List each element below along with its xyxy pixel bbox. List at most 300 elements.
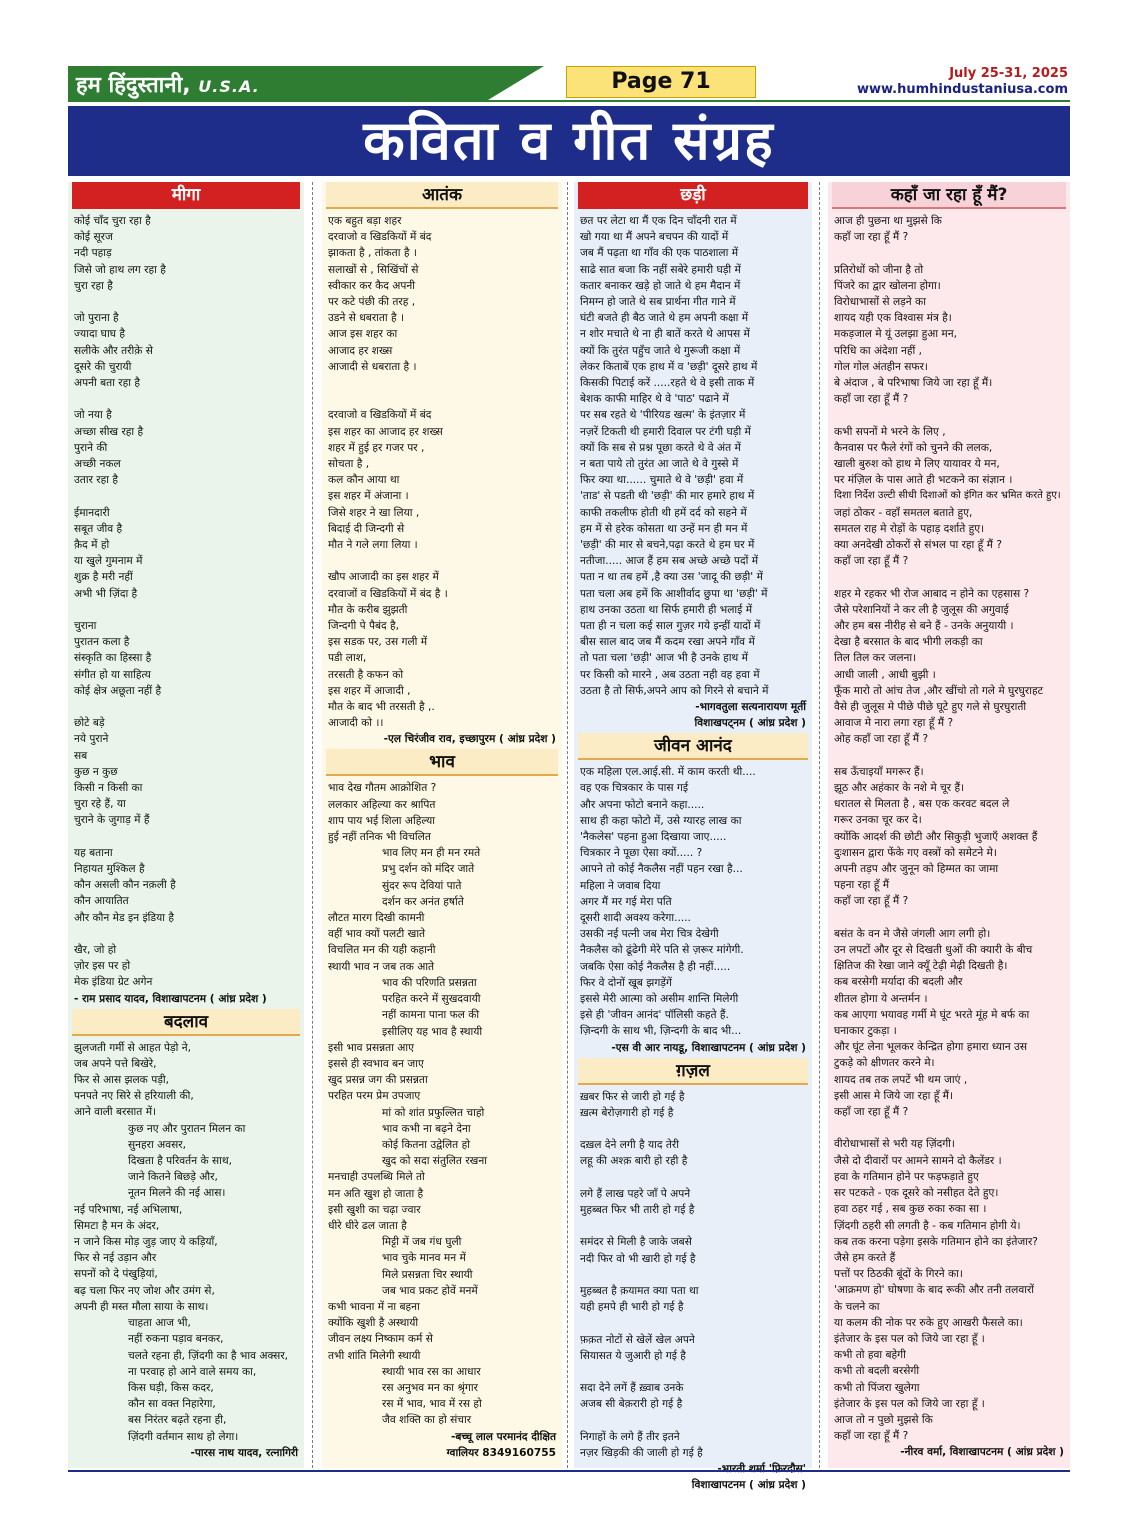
poem-line bbox=[74, 294, 298, 310]
poem-line: झुलजती गर्मी से आहत पेड़ो ने, bbox=[74, 1041, 192, 1054]
poem-line: अपनी तड़प और जुनून को हिम्मत का जामा bbox=[834, 863, 999, 876]
poem-line: उडने से धबराता है । bbox=[328, 312, 405, 325]
poem-line: घंटी बजते ही बैठ जाते थे हम अपनी कक्षा में bbox=[580, 312, 749, 325]
poem-line bbox=[74, 699, 298, 715]
poem-line bbox=[834, 407, 1064, 423]
poem-line: सलाखों से , सिखिंचों से bbox=[328, 263, 419, 276]
poem-line bbox=[834, 569, 1064, 585]
poem-line: छोटे बड़े bbox=[74, 717, 105, 730]
poem-line: कोई चाँद चुरा रहा है bbox=[74, 215, 151, 227]
poem-line: यह बताना bbox=[74, 846, 113, 859]
poem-credit: -पारस नाथ यादव, रत्नागिरी bbox=[190, 1446, 298, 1459]
poem-line: नज़र खिड़की की जाली हो गई है bbox=[580, 1446, 703, 1459]
poem-ghazal bbox=[574, 1058, 812, 1494]
poem-line: परहित परम प्रेम उपजाए bbox=[328, 1090, 421, 1103]
column-4 bbox=[828, 182, 1070, 1468]
poem-line: जाने कितने बिछड़े और, bbox=[128, 1171, 218, 1184]
poem-line: प्रभु दर्शन को मंदिर जाते bbox=[382, 863, 475, 876]
poem-line: इसी खुशी का चढ़ा ज्वार bbox=[328, 1203, 421, 1216]
poem-line: पता चला अब हमें कि आशीर्वाद छुपा था 'छड़ी' में bbox=[580, 587, 768, 600]
poem-line: विचलित मन की यही कहानी bbox=[328, 944, 436, 957]
poem-line: कब आएगा भयावह गर्मी मे घूंट भरते मूंह मे बर्फ का bbox=[834, 1008, 1030, 1021]
poem-line bbox=[580, 1218, 806, 1234]
poem-line: ख़बर फिर से जारी हो गई है bbox=[580, 1090, 685, 1103]
poem-line: बीस साल बाद जब मैं कदम रखा अपने गाँव में bbox=[580, 636, 755, 649]
poem-line: क्षितिज की रेखा जाने क्यूँ टेढ़ी मेढ़ी दिखती है। bbox=[834, 960, 1008, 973]
poem-line bbox=[580, 1267, 806, 1283]
poem-title: आतंक bbox=[326, 182, 558, 209]
poem-line: मौत के बाद भी तरसती है ,. bbox=[328, 701, 435, 714]
poem-line: एक बहुत बड़ा शहर bbox=[328, 215, 402, 227]
poem-line: हवा ठहर गई , सब कुछ रुका रुका सा । bbox=[834, 1203, 987, 1216]
poem-line: दूसरी शादी अवश्य करेगा..... bbox=[580, 911, 691, 924]
poem-credit-location: विशाखपट्नम ( आंध्र प्रदेश ) bbox=[694, 717, 806, 730]
poem-line: किस घड़ी, किस कदर, bbox=[128, 1381, 214, 1394]
poem-line: रस अनुभव मन का श्रृंगार bbox=[382, 1381, 478, 1394]
poem-line: जिसे जो हाथ लग रहा है bbox=[74, 263, 166, 276]
poem-line: घनाकार टुकड़ा । bbox=[834, 1025, 897, 1038]
poem-line: स्वीकार कर कैद अपनी bbox=[328, 279, 416, 292]
poem-line: आने वाली बरसात में। bbox=[74, 1106, 157, 1119]
poem-title: मीगा bbox=[72, 182, 300, 209]
poem-line: गोल गोल अंतहीन सफर। bbox=[834, 360, 928, 373]
poem-credit: -एल चिरंजीव राव, इच्छापुरम ( आंध्र प्रदेश ) bbox=[383, 733, 556, 746]
poem-line: मेक इंडिया ग्रेट अगेन bbox=[74, 976, 153, 989]
poem-line bbox=[328, 553, 556, 569]
poem-line: प्रतिरोधों को जीना है तो bbox=[834, 263, 924, 276]
poem-line: फिर क्या था...... चुमाते थे वे 'छड़ी' हवा में bbox=[580, 474, 744, 487]
poem-line: 'छड़ी' की मार से बचने,पढ़ा करते थे हम घर में bbox=[580, 539, 755, 552]
poem-line: इस शहर में अंजाना । bbox=[328, 490, 409, 503]
poem-line: कुछ नए और पुरातन मिलन का bbox=[128, 1122, 246, 1135]
poem-line: न शोर मचाते थे ना ही बातें करते थे आपस में bbox=[580, 328, 750, 341]
poem-line: जहां ठोकर - वहाँ समतल बताते हुए, bbox=[834, 506, 973, 519]
poem-line: 'आक्रमण हो' घोषणा के बाद रूकी और तनी तलवारों bbox=[834, 1284, 1035, 1297]
poem-line: कोई सूरज bbox=[74, 231, 113, 244]
issue-date: July 25-31, 2025 bbox=[949, 66, 1068, 81]
poem-body bbox=[326, 209, 558, 731]
poem-line: फूँक मारो तो आंच तेज ,और खींचो तो गले मे घुरघुराहट bbox=[834, 684, 1043, 697]
poem-line: नहीं कामना पाना फल की bbox=[382, 1009, 480, 1022]
poem-line: सोचता है , bbox=[328, 458, 370, 471]
poem-line: कैनवास पर फैले रंगों को चुनने की ललक, bbox=[834, 441, 993, 454]
poem-line: कुछ न कुछ bbox=[74, 765, 118, 778]
poem-line: आपने तो कोई नैकलैस नहीं पहन रखा है... bbox=[580, 863, 743, 876]
poem-line: कौन आयातित bbox=[74, 895, 129, 908]
poem-line: वैसे ही जुलूस मे पीछे पीछे घूटे हुए गले से घुरघुराती bbox=[834, 701, 1027, 714]
poem-line: जिन्दगी पे पैबंद है, bbox=[328, 620, 400, 633]
poem-line: काफी तकलीफ होती थी हमें दर्द को सहने में bbox=[580, 506, 747, 519]
poem-line: आधी जाली , आधी बुझी । bbox=[834, 668, 936, 681]
poem-line: दिखता है परिवर्तन के साथ, bbox=[128, 1155, 232, 1168]
poem-line: और हम बस नीरीह से बने हैं - उनके अनुयायी । bbox=[834, 620, 1014, 633]
column-divider bbox=[819, 182, 821, 1468]
poem-credit-location: ग्वालियर 8349160755 bbox=[446, 1446, 556, 1459]
poem-title: ग़ज़ल bbox=[578, 1058, 808, 1085]
poem-line: परिधि का अंदेशा नहीं , bbox=[834, 344, 922, 357]
poem-line: पत्तों पर ठिठकी बूंदों के गिरने का। bbox=[834, 1268, 963, 1281]
poem-line bbox=[74, 391, 298, 407]
poem-line: पता न था तब हमें ,है क्या उस 'जादू की छड़ी' में bbox=[580, 571, 763, 584]
poem-line: कहाँ जा रहा हूँ मैं ? bbox=[834, 895, 909, 908]
poem-aatank bbox=[322, 182, 562, 747]
poem-kahan-ja-raha-hoon bbox=[828, 182, 1070, 1460]
poem-line: बेशक काफी माहिर थे वे 'पाठ' पढाने में bbox=[580, 393, 729, 406]
poem-body bbox=[578, 209, 808, 699]
poem-line: अच्छा सीख रहा है bbox=[74, 425, 144, 438]
poem-line: खुद को सदा संतुलित रखना bbox=[382, 1155, 487, 1168]
poem-line: कभी भावना में ना बहना bbox=[328, 1300, 420, 1313]
poem-line: चलते रहना ही, ज़िंदगी का है भाव अक्सर, bbox=[128, 1349, 289, 1362]
poem-line: पुराने की bbox=[74, 441, 108, 454]
poem-line: क्योंकि खुशी है अस्थायी bbox=[328, 1317, 419, 1330]
poem-line: क्यों कि तुरंत पहुँच जाते थे गुरूजी कक्षा में bbox=[580, 344, 741, 357]
poem-line: बिदाई दी जिन्दगी से bbox=[328, 522, 405, 535]
poem-line: जब मैं पढ़ता था गाँव की एक पाठशाला में bbox=[580, 247, 739, 260]
poem-line: खौप आजादी का इस शहर में bbox=[328, 571, 439, 584]
poem-line: नतीजा..... आज हैं हम सब अच्छे अच्छे पदों में bbox=[580, 555, 759, 568]
poem-line: जो पुराना है bbox=[74, 312, 119, 325]
poem-line: बसंत के वन मे जैसे जंगली आग लगी हो। bbox=[834, 927, 991, 940]
poem-line bbox=[580, 1364, 806, 1380]
poem-line: शायद यही एक विश्वास मंत्र है। bbox=[834, 312, 952, 325]
poem-line: हाथ उनका उठता था सिर्फ हमारी ही भलाई में bbox=[580, 603, 753, 616]
poem-line: किसकी पिटाई करें .....रहते थे वे इसी ताक में bbox=[580, 377, 755, 390]
poem-line: लौटत मारग दिखी कामनी bbox=[328, 912, 425, 925]
poem-line: मौत के करीब झुझती bbox=[328, 603, 408, 616]
poem-line: जैव शक्ति का हो संचार bbox=[382, 1414, 472, 1427]
poem-line: दरवाजो व खिडकियों में बंद bbox=[328, 409, 432, 422]
poem-line: आजादी को ।। bbox=[328, 717, 384, 730]
poem-line: ज़िंदगी ठहरी सी लगती है - कब गतिमान होगी ये। bbox=[834, 1219, 1021, 1232]
poem-line: पर मंज़िल के पास आते ही भटकने का संज्ञान । bbox=[834, 474, 1013, 487]
poem-line: ना परवाह हो आने वाले समय का, bbox=[128, 1365, 257, 1378]
poem-line: नूतन मिलने की नई आस। bbox=[128, 1187, 226, 1200]
poem-line: अजब सी बेक़रारी हो गई है bbox=[580, 1398, 683, 1411]
poem-line: इससे मेरी आत्मा को असीम शान्ति मिलेगी bbox=[580, 992, 739, 1005]
footer-rule bbox=[68, 1470, 1070, 1472]
poem-line: गरूर उनका चूर कर दे। bbox=[834, 814, 922, 827]
poem-line: आज ही पुछना था मुझसे कि bbox=[834, 215, 942, 227]
poem-line: आज इस शहर का bbox=[328, 328, 398, 341]
poem-line: दर्शन कर अनंत हर्षाते bbox=[382, 895, 464, 908]
column-3 bbox=[574, 182, 812, 1492]
poem-line: सुंदर रूप देवियां पाते bbox=[382, 879, 462, 892]
poem-line bbox=[328, 375, 556, 391]
poem-line: संगीत हो या साहित्य bbox=[74, 668, 151, 681]
poem-line: जो नया है bbox=[74, 409, 112, 422]
poem-line: आज तो न पुछो मुझसे कि bbox=[834, 1413, 933, 1426]
poem-line: मां को शांत प्रफुल्लित चाहो bbox=[382, 1106, 485, 1119]
poem-line: नदी फिर वो भी खारी हो गई है bbox=[580, 1252, 696, 1265]
poem-line: पर किसी को मारने , अब उठता नही वह हवा में bbox=[580, 668, 760, 681]
poem-line: भाव कभी ना बढ़ने देना bbox=[382, 1122, 471, 1135]
poem-line: जब अपने पत्ते बिखेरे, bbox=[74, 1057, 157, 1070]
header-rule bbox=[68, 100, 1070, 102]
poem-line: कहाँ जा रहा हूँ मैं ? bbox=[834, 1430, 909, 1443]
poem-line: सब ऊँचाइयाँ मगरूर हैं। bbox=[834, 765, 924, 778]
poem-line: भाव चुके मानव मन में bbox=[382, 1252, 466, 1265]
poem-line: झूठ और अहंकार के नशे मे चूर हैं। bbox=[834, 782, 965, 795]
poem-line: इसे ही 'जीवन आनंद' पॉलिसी कहते हैं. bbox=[580, 1009, 729, 1022]
poem-line: अभी भी ज़िंदा है bbox=[74, 587, 138, 600]
poem-line: हवा के गतिमान होने पर फड़फड़ाते हुए bbox=[834, 1170, 979, 1183]
poem-line: आवाज मे नारा लगा रहा हूँ मैं ? bbox=[834, 717, 954, 730]
poem-line: क्यों कि सब से प्रश्न पूछा करते थे वे अंत में bbox=[580, 441, 741, 454]
poem-line bbox=[580, 1315, 806, 1331]
poem-line: चुराना bbox=[74, 620, 97, 633]
poem-body bbox=[72, 209, 300, 991]
poem-line: शहर में हुई हर गजर पर , bbox=[328, 441, 425, 454]
poem-line: वह एक चित्रकार के पास गई bbox=[580, 782, 689, 795]
poem-line: भाव देख गौतम आक्रोशित ? bbox=[328, 782, 437, 795]
poem-line: अपनी ही मस्त मौला साया के साथ। bbox=[74, 1300, 209, 1313]
poem-line: सलीके और तरीक़े से bbox=[74, 344, 153, 357]
poem-line: सर पटकते - एक दूसरे को नसीहत देते हुए। bbox=[834, 1187, 999, 1200]
poem-line: खाली बुरुश को हाथ मे लिए यायावर ये मन, bbox=[834, 458, 1000, 471]
poem-line: कहाँ जा रहा हूँ मैं ? bbox=[834, 1106, 909, 1119]
poem-badlav bbox=[68, 1009, 304, 1461]
poem-line: नये पुराने bbox=[74, 733, 109, 746]
poem-line: दूसरे की चुरायी bbox=[74, 360, 132, 373]
poem-body bbox=[832, 209, 1066, 1444]
poem-line: कभी सपनों मे भरने के लिए , bbox=[834, 425, 946, 438]
poem-line bbox=[74, 488, 298, 504]
poem-line: 'ताड' से पडती थी 'छड़ी' की मार हमारे हाथ में bbox=[580, 490, 755, 503]
poem-line: लेकर किताबें एक हाथ में व 'छड़ी' दूसरे हाथ में bbox=[580, 360, 758, 373]
website-link[interactable]: www.humhindustaniusa.com bbox=[856, 82, 1068, 97]
poem-line: कभी तो पिंजरा खुलेगा bbox=[834, 1381, 920, 1394]
poem-meega bbox=[68, 182, 304, 1007]
poem-line: समतल राह मे रोड़ों के पहाड़ दर्शाते हुए। bbox=[834, 522, 985, 535]
poem-line: पता ही न चला कई साल गुज़र गये इन्हीं यादों में bbox=[580, 620, 761, 633]
poem-line: ख़त्म बेरोज़गारी हो गई है bbox=[580, 1106, 674, 1119]
poem-line: पिंजरे का द्वार खोलना होगा। bbox=[834, 279, 941, 292]
poem-line: उसकी नई पत्नी जब मेरा चित्र देखेगी bbox=[580, 928, 719, 941]
poem-line: मन अति खुश हो जाता है bbox=[328, 1187, 424, 1200]
poem-line: कभी तो बदली बरसेगी bbox=[834, 1365, 920, 1378]
poem-line: साथ ही कहा फोटो में, उसे ग्यारह लाख का bbox=[580, 814, 742, 827]
poem-line bbox=[834, 748, 1064, 764]
poem-line: निगाहों के लगे हैं तीर इतने bbox=[580, 1430, 680, 1443]
poem-line: इससे ही स्वभाव बन जाए bbox=[328, 1057, 424, 1070]
poem-line: नज़रें टिकती थी हमारी दिवाल पर टंगी घड़ी में bbox=[580, 425, 751, 438]
poem-line: कब बरसेगी मर्यादा की बदली और bbox=[834, 976, 963, 989]
poem-line: नई परिभाषा, नई अभिलाषा, bbox=[74, 1203, 183, 1216]
poem-body bbox=[578, 1085, 808, 1462]
poem-line: इस सडक पर, उस गली में bbox=[328, 636, 428, 649]
poem-line: खैर, जो हो bbox=[74, 944, 117, 957]
poem-bhav bbox=[322, 749, 562, 1460]
poem-line: धीरे धीरे ढल जाता है bbox=[328, 1219, 407, 1232]
poem-line: कहाँ जा रहा हूँ मैं ? bbox=[834, 555, 909, 568]
poem-body bbox=[578, 760, 808, 1039]
poem-line: हम में से हरेक कोसता था उन्हें मन ही मन में bbox=[580, 522, 748, 535]
poem-line: निमग्न हो जाते थे सब प्रार्थना गीत गाने में bbox=[580, 296, 736, 309]
poem-line: स्थायी भाव रस का आधार bbox=[382, 1365, 481, 1378]
poem-line: पर कटे पंछी की तरह , bbox=[328, 296, 416, 309]
brand-logo bbox=[68, 66, 488, 100]
poem-line: कभी तो हवा बहेगी bbox=[834, 1349, 906, 1362]
poem-line: झाकता है , तांकता है । bbox=[328, 247, 417, 260]
poem-line: कोई कितना उद्वेलित हो bbox=[382, 1138, 470, 1151]
poem-line: नदी पहाड़ bbox=[74, 247, 112, 260]
poem-line: एक महिला एल.आई.सी. में काम करती थी.... bbox=[580, 766, 756, 779]
poem-line: धरातल से मिलता है , बस एक करवट बदल ले bbox=[834, 798, 1010, 811]
poem-title: छड़ी bbox=[578, 182, 808, 209]
poem-line: मिले प्रसन्नता चिर स्थायी bbox=[382, 1268, 473, 1281]
poem-line: और कौन मेड इन इंडिया है bbox=[74, 911, 174, 924]
masthead bbox=[68, 66, 1070, 100]
poem-line: इस शहर में आजादी , bbox=[328, 684, 411, 697]
poem-line: अगर मैं मर गई मेरा पति bbox=[580, 895, 672, 908]
poem-line: या खुले गुमनाम में bbox=[74, 555, 143, 568]
poem-line: शहर मे रहकर भी रोज आबाद न होने का एहसास ? bbox=[834, 587, 1030, 600]
poem-body bbox=[72, 1036, 300, 1445]
poem-line: इसीलिए यह भाव है स्थायी bbox=[382, 1025, 483, 1038]
poem-line: पहना रहा हूँ मैं bbox=[834, 879, 890, 892]
poem-line: आजाद हर शख्स bbox=[328, 344, 393, 357]
poem-line: बस निरंतर बढ़ते रहना ही, bbox=[128, 1414, 227, 1427]
poem-line: ज़िन्दगी के साथ भी, ज़िन्दगी के बाद भी... bbox=[580, 1025, 742, 1038]
poem-line: रस में भाव, भाव में रस हो bbox=[382, 1398, 482, 1411]
poem-line: फ़क़त नोटों से खेलें खेल अपने bbox=[580, 1333, 695, 1346]
poem-line: जब भाव प्रकट होवें मनमें bbox=[382, 1284, 478, 1297]
poem-line: कहाँ जा रहा हूँ मैं ? bbox=[834, 393, 909, 406]
poem-line: 'नैकलेस' पहना हुआ दिखाया जाए..... bbox=[580, 830, 727, 843]
poem-line: सुनहरा अवसर, bbox=[128, 1138, 186, 1151]
poem-line: दरवाजों व खिडकियों में बंद है । bbox=[328, 587, 448, 600]
page-number: Page 71 bbox=[566, 66, 756, 98]
poem-line: ज़ोर इस पर हो bbox=[74, 960, 131, 973]
poem-line: और घूंट लेना भूलकर केन्द्रित होगा हमारा ध्यान उस bbox=[834, 1041, 1028, 1054]
poem-line: मिट्टी में जब गंध घुली bbox=[382, 1236, 462, 1249]
poem-line: कतार बनाकर खड़े हो जाते थे हम मैदान में bbox=[580, 279, 741, 292]
poem-credit: -एस वी आर नायडू, विशाखापटनम ( आंध्र प्रदेश ) bbox=[611, 1041, 806, 1054]
poem-line: अच्छी नकल bbox=[74, 458, 121, 471]
poem-line: चुरा रहा है bbox=[74, 279, 113, 292]
poem-line: इंतेजार के इस पल को जिये जा रहा हूँ । bbox=[834, 1397, 985, 1410]
poem-line bbox=[580, 1121, 806, 1137]
poem-line: दुःशासन द्वारा फेंके गए वस्त्रों को समेटने मे। bbox=[834, 846, 997, 859]
poem-line: चाहता आज भी, bbox=[128, 1317, 191, 1330]
poem-line: इंतेजार के इस पल को जिये जा रहा हूँ । bbox=[834, 1332, 985, 1345]
poem-line: लगे हैं लाख पहरे जाँ पे अपने bbox=[580, 1187, 691, 1200]
poem-line: पडी लाश, bbox=[328, 652, 367, 665]
poem-line: साढे सात बजा कि नहीं सबेरे हमारी घड़ी में bbox=[580, 263, 741, 276]
column-1 bbox=[68, 182, 304, 1468]
poem-line: जैसे हम करते हैं bbox=[834, 1251, 896, 1264]
poem-credit: -भागवतुला सत्यनारायण मूर्ती bbox=[695, 701, 806, 714]
poem-line: सदा देने लगें हैं ख़्वाब उनके bbox=[580, 1382, 684, 1395]
poem-line: यही हमपे ही भारी हो गई है bbox=[580, 1301, 684, 1314]
poem-line: लहू की अश्क़ बारी हो रही है bbox=[580, 1155, 688, 1168]
poem-line: महिला ने जवाब दिया bbox=[580, 879, 661, 892]
poem-line: समंदर से मिली है जाके जबसे bbox=[580, 1236, 692, 1249]
poem-line: विरोधाभासों से लड़ने का bbox=[834, 296, 926, 308]
poem-line: नहीं रुकना पड़ाव बनकर, bbox=[128, 1333, 224, 1346]
brand-ribbon-tip bbox=[488, 66, 544, 100]
poem-line: मनचाही उपलब्धि मिले तो bbox=[328, 1171, 425, 1184]
poem-line: देखा है बरसात के बाद भीगी लकड़ी का bbox=[834, 636, 983, 649]
poem-line: या कलम की नोक पर रुके हुए आखरी फैसले का। bbox=[834, 1316, 1023, 1329]
poem-line: न जाने किस मोड़ जुड़ जाए ये कड़ियाँ, bbox=[74, 1236, 218, 1249]
poem-line bbox=[580, 1170, 806, 1186]
poem-line: पर सब रहते थे 'पीरियड खत्म' के इंतज़ार में bbox=[580, 409, 746, 422]
section-banner: कविता व गीत संग्रह bbox=[68, 106, 1070, 176]
poem-line: मुहब्बत फिर भी तारी हो गई है bbox=[580, 1203, 695, 1216]
poem-line: क्या अनदेखी ठोकरों से संभल पा रहा हूँ मैं ? bbox=[834, 539, 1002, 552]
poem-line: सियासत ये जुआरी हो गई है bbox=[580, 1349, 686, 1362]
poem-line: ललकार अहिल्या कर श्रापित bbox=[328, 798, 436, 811]
column-divider bbox=[567, 182, 569, 1468]
poem-line: शायद तब तक लपटें भी थम जाएं , bbox=[834, 1073, 968, 1086]
poem-line: सबूत जीव है bbox=[74, 522, 123, 535]
poem-line: ओह कहाँ जा रहा हूँ मैं ? bbox=[834, 733, 929, 746]
poem-line: इस शहर का आजाद हर शख्स bbox=[328, 425, 443, 438]
poem-line: जैसे दो दीवारों पर आमने सामने दो कैलेंडर । bbox=[834, 1154, 1002, 1167]
poem-line: टुकड़े को क्षीणतर करने मे। bbox=[834, 1057, 935, 1070]
poem-line: आजादी से धबराता है । bbox=[328, 360, 417, 373]
poem-line: फिर से आस झलक पड़ी, bbox=[74, 1074, 169, 1087]
poem-line: मुहब्बत है क़यामत क्या पता था bbox=[580, 1284, 699, 1297]
poem-body bbox=[326, 776, 558, 1428]
poem-line: क़ैद में हो bbox=[74, 539, 110, 552]
poem-line: छत पर लेटा था मैं एक दिन चाँदनी रात में bbox=[580, 215, 737, 227]
poem-line: चुराने के जुगाड़ में हैं bbox=[74, 814, 150, 827]
poem-line: जैसे परेशानियों ने कर ली है जुलूस की अगुवाई bbox=[834, 603, 1009, 616]
poem-line: दिशा निर्देश उल्टी सीधी दिशाओं को इंगित कर भ्रमित करते हुए। bbox=[834, 490, 1061, 502]
poem-line: कौन सा वक्त निहारेगा, bbox=[128, 1398, 216, 1411]
poem-line: फिर वे दोनों खूब झगड़ेंगें bbox=[580, 976, 672, 989]
poem-line: के चलने का bbox=[834, 1300, 880, 1313]
poem-line: भाव की परिणति प्रसन्नता bbox=[382, 976, 477, 989]
poem-line bbox=[74, 926, 298, 942]
poem-line: ज्यादा घाघ है bbox=[74, 328, 125, 341]
poem-line: चुरा रहे हैं, या bbox=[74, 798, 126, 811]
poem-line: वीरोधाभासों से भरी यह ज़िंदगी। bbox=[834, 1138, 955, 1151]
poem-line bbox=[834, 245, 1064, 261]
poem-line: वहीं भाव क्यों पलटी खाते bbox=[328, 928, 426, 941]
poem-line bbox=[328, 391, 556, 407]
poem-line: बे अंदाज , बे परिभाषा जिये जा रहा हूँ मैं। bbox=[834, 377, 993, 390]
poem-line: कोई क्षेत्र अछूता नहीं है bbox=[74, 684, 162, 697]
poem-credit-location: विशाखापटनम ( आंध्र प्रदेश ) bbox=[691, 1479, 806, 1492]
poem-line: दख़ल देने लगी है याद तेरी bbox=[580, 1139, 679, 1152]
poem-line: खुद प्रसन्न जग की प्रसन्नता bbox=[328, 1074, 428, 1087]
poem-line: कौन असली कौन नक़ली है bbox=[74, 879, 176, 892]
poem-line: किसी न किसी का bbox=[74, 782, 143, 795]
poem-line: पनपते नए सिरे से हरियाली की, bbox=[74, 1090, 194, 1103]
poem-line: फिर से नई उड़ान और bbox=[74, 1252, 157, 1265]
poem-line: अपनी बता रहा है bbox=[74, 377, 140, 390]
column-divider bbox=[312, 182, 314, 1468]
poem-line: स्थायी भाव न जब तक आते bbox=[328, 960, 435, 973]
poem-line: कब तक करना पड़ेगा इसके गतिमान होने का इंतेजार? bbox=[834, 1235, 1038, 1248]
poem-line: हुई नहीं तनिक भी विचलित bbox=[328, 831, 431, 844]
poem-line: जिसे शहर ने खा लिया , bbox=[328, 506, 420, 519]
poem-line: पुरातन कला है bbox=[74, 636, 130, 649]
poem-line: क्योंकि आदर्श की छोटी और सिकुड़ी भुजाएँ अशक्त हैं bbox=[834, 830, 1038, 843]
poem-line: सब bbox=[74, 749, 88, 762]
poem-line: उन लपटों और दूर से दिखती धुओं की क्यारी के बीच bbox=[834, 944, 1033, 957]
poem-line: ज़िंदगी वर्तमान साथ हो लेगा। bbox=[128, 1430, 239, 1443]
poem-line: न बता पाये तो तुरंत आ जाते थे वे गुस्से में bbox=[580, 458, 739, 471]
poem-line: परहित करने में सुखदवायी bbox=[382, 993, 481, 1006]
poem-line: कहाँ जा रहा हूँ मैं ? bbox=[834, 231, 909, 244]
poem-line: शुक्र है मरी नहीं bbox=[74, 571, 133, 584]
poem-credit: -बच्चू लाल परमानंद दीक्षित bbox=[450, 1430, 556, 1443]
